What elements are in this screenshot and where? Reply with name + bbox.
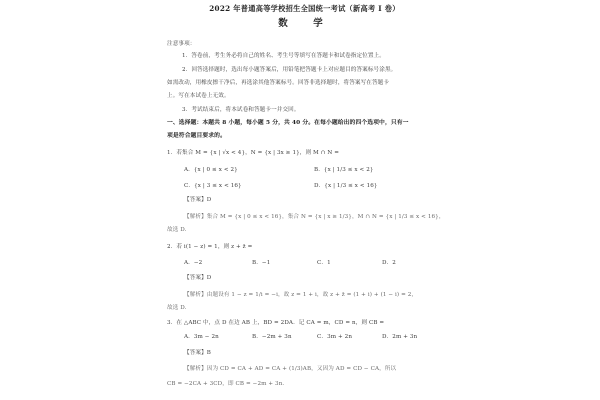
q3-analysis-line-2: CB = −2CA + 3CD，即 CB = −2m + 3n． — [167, 381, 289, 387]
notice-line-1: 1．答卷前，考生务必将自己的姓名、考生号等填写在答题卡和试卷指定位置上。 — [182, 53, 385, 59]
q1-option-c: C．{x | 3 ≤ x < 16} — [184, 183, 242, 189]
notice-line-2: 2．回答选择题时，选出每小题答案后，用铅笔把答题卡上对应题目的答案标号涂黑。 — [182, 67, 397, 73]
q2-analysis-line-2: 故选 D. — [167, 305, 187, 311]
subject-title: 数 学 — [278, 18, 331, 29]
q1-option-a: A．{x | 0 ≤ x < 2} — [184, 167, 238, 173]
q1-analysis-line-2: 故选 D. — [167, 227, 187, 233]
q1-stem: 1．若集合 M = {x | √x < 4}，N = {x | 3x ≥ 1}，则 M ∩ N = — [167, 150, 340, 156]
q1-analysis-line-1: 【解析】集合 M = {x | 0 ≤ x < 16}，集合 N = {x | x ≥ 1/3}，M ∩ N = {x | 1/3 ≤ x < 16}， — [184, 214, 445, 220]
notice-heading: 注意事项： — [167, 41, 196, 47]
q2-option-b: B．−1 — [252, 260, 271, 266]
notice-line-5: 3．考试结束后，将本试卷和答题卡一并交回。 — [182, 107, 300, 113]
q3-analysis-line-1: 【解析】因为 CD = CA + AD = CA + (1/3)AB，又因为 AD = CD − CA，所以 — [184, 366, 397, 372]
exam-title: 2022 年普通高等学校招生全国统一考试（新高考 I 卷） — [209, 4, 400, 13]
q3-option-c: C．3m + 2n — [317, 334, 353, 340]
q2-option-a: A．−2 — [184, 260, 203, 266]
q3-option-a: A．3m − 2n — [184, 334, 219, 340]
q3-answer: 【答案】B — [184, 350, 211, 356]
q1-answer: 【答案】D — [184, 197, 212, 203]
notice-line-4: 上。写在本试卷上无效。 — [167, 93, 230, 99]
q3-stem: 3．在 △ABC 中，点 D 在边 AB 上，BD = 2DA．记 CA = m，CD = n，则 CB = — [167, 320, 385, 326]
q2-stem: 2．若 i(1 − z) = 1，则 z + z̄ = — [167, 244, 253, 250]
section-heading-1: 一、选择题：本题共 8 小题，每小题 5 分，共 40 分。在每小题给出的四个选项中，只有一 — [167, 120, 409, 126]
q2-option-d: D．2 — [382, 260, 396, 266]
q1-option-b: B．{x | 1/3 ≤ x < 2} — [314, 167, 374, 173]
q3-option-b: B．−2m + 3n — [252, 334, 292, 340]
q3-option-d: D．2m + 3n — [382, 334, 418, 340]
notice-line-3: 如需改动，用橡皮擦干净后，再选涂其他答案标号。回答非选择题时，将答案写在答题卡 — [167, 80, 390, 86]
q2-analysis-line-1: 【解析】由题设有 1 − z = 1/i = −i，故 z = 1 + i，故 z + z̄ = (1 + i) + (1 − i) = 2， — [184, 292, 418, 298]
q2-option-c: C．1 — [317, 260, 331, 266]
q1-option-d: D．{x | 1/3 ≤ x < 16} — [314, 183, 378, 189]
q2-answer: 【答案】D — [184, 275, 212, 281]
section-heading-2: 项是符合题目要求的。 — [167, 133, 226, 139]
exam-sheet — [162, 0, 447, 400]
